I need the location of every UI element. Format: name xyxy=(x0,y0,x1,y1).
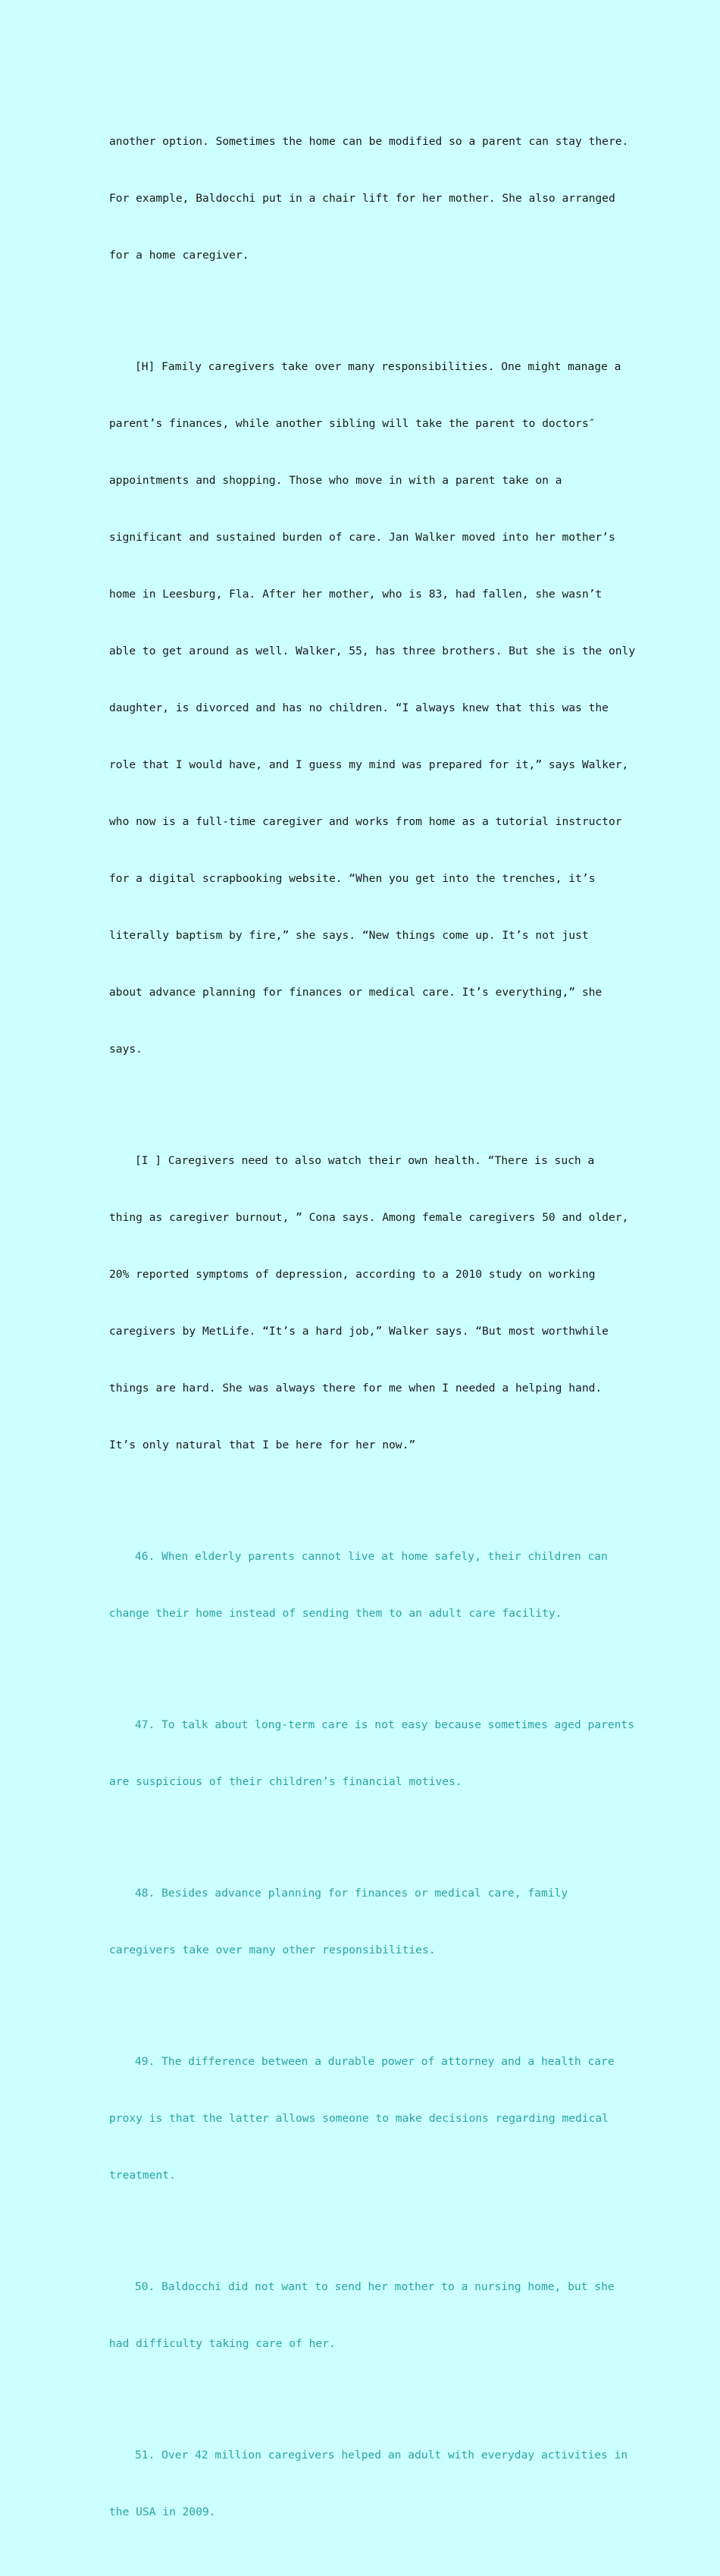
question-line: 46. When elderly parents cannot live at home safely, their children can xyxy=(135,1550,608,1563)
text-line: says. xyxy=(109,1043,142,1056)
text-line: It’s only natural that I be here for her now.” xyxy=(109,1439,416,1451)
text-line: [I ] Caregivers need to also watch their own health. “There is such a xyxy=(135,1154,595,1167)
text-line: for a digital scrapbooking website. “When you get into the trenches, it’s xyxy=(109,872,596,885)
question-line: had difficulty taking care of her. xyxy=(109,2337,336,2350)
question-48 xyxy=(109,1846,615,1997)
question-line: 50. Baldocchi did not want to send her mother to a nursing home, but she xyxy=(135,2280,615,2293)
question-line: the USA in 2009. xyxy=(109,2505,216,2518)
question-50 xyxy=(109,2239,615,2391)
text-line: 20% reported symptoms of depression, according to a 2010 study on working xyxy=(109,1268,596,1281)
text-line: role that I would have, and I guess my mind was prepared for it,” says Walker, xyxy=(109,758,629,771)
paragraph-h xyxy=(109,319,636,1097)
question-line: 47. To talk about long-term care is not easy because sometimes aged parents xyxy=(135,1718,634,1731)
paragraph-g-continuation xyxy=(109,94,629,303)
question-line: proxy is that the latter allows someone to make decisions regarding medical xyxy=(109,2112,609,2125)
question-49 xyxy=(109,2014,615,2223)
question-line: caregivers take over many other responsibilities. xyxy=(109,1944,436,1956)
text-line: parent’s finances, while another sibling will take the parent to doctors″ xyxy=(109,417,596,430)
text-line: for a home caregiver. xyxy=(109,249,249,262)
text-line: caregivers by MetLife. “It’s a hard job,” Walker says. “But most worthwhile xyxy=(109,1325,609,1338)
question-47 xyxy=(109,1677,634,1829)
question-46 xyxy=(109,1509,615,1661)
question-line: treatment. xyxy=(109,2169,176,2182)
text-line: able to get around as well. Walker, 55, has three brothers. But she is the only xyxy=(109,645,636,657)
text-line: about advance planning for finances or medical care. It’s everything,” she xyxy=(109,986,603,999)
question-51 xyxy=(109,2408,628,2559)
text-line: [H] Family caregivers take over many responsibilities. One might manage a xyxy=(135,360,621,373)
text-line: significant and sustained burden of care. Jan Walker moved into her mother’s xyxy=(109,531,615,544)
text-line: another option. Sometimes the home can be modified so a parent can stay there. xyxy=(109,135,629,148)
text-line: things are hard. She was always there for me when I needed a helping hand. xyxy=(109,1382,603,1395)
text-line: home in Leesburg, Fla. After her mother, who is 83, had fallen, she wasn’t xyxy=(109,588,603,601)
question-line: change their home instead of sending them to an adult care facility. xyxy=(109,1607,562,1620)
question-line: 51. Over 42 million caregivers helped an adult with everyday activities in xyxy=(135,2449,628,2461)
text-line: appointments and shopping. Those who move in with a parent take on a xyxy=(109,474,562,487)
text-line: For example, Baldocchi put in a chair lift for her mother. She also arranged xyxy=(109,192,615,205)
document-page xyxy=(109,94,636,2576)
text-line: thing as caregiver burnout, ” Cona says. Among female caregivers 50 and older, xyxy=(109,1211,629,1224)
text-line: literally baptism by fire,” she says. “New things come up. It’s not just xyxy=(109,929,589,942)
text-line: who now is a full-time caregiver and works from home as a tutorial instructor xyxy=(109,815,622,828)
question-line: 49. The difference between a durable power of attorney and a health care xyxy=(135,2055,615,2068)
question-line: are suspicious of their children’s financial motives. xyxy=(109,1775,462,1788)
question-line: 48. Besides advance planning for finances or medical care, family xyxy=(135,1887,568,1900)
text-line: daughter, is divorced and has no children. “I always knew that this was the xyxy=(109,701,609,714)
paragraph-i xyxy=(109,1113,629,1492)
